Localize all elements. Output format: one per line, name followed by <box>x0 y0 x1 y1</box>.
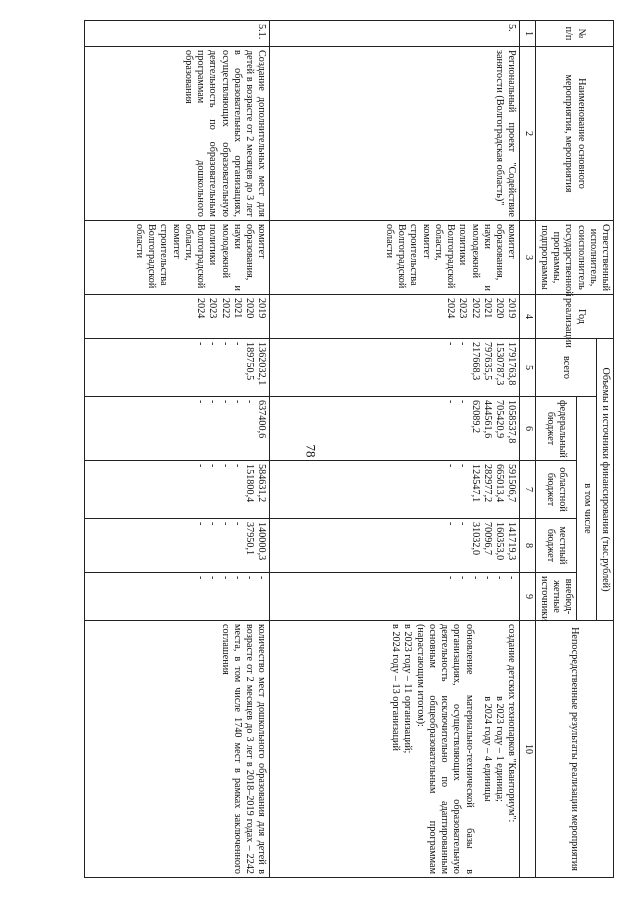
offbudget-value: - <box>195 576 207 580</box>
result-line: в 2023 году – 11 организаций; <box>402 624 414 754</box>
results-cell <box>85 621 270 878</box>
header-num: № п/п <box>535 21 613 47</box>
regional-value: - <box>207 464 219 468</box>
offbudget-value: - <box>244 576 256 580</box>
offbudget-value: - <box>207 576 219 580</box>
local-value: 31032,0 <box>469 522 481 556</box>
column-number: 2 <box>520 47 535 221</box>
regional-value: 124547,1 <box>469 464 481 503</box>
column-number: 4 <box>520 295 535 339</box>
result-line: в 2024 году – 4 единицы <box>481 696 493 802</box>
column-number: 3 <box>520 221 535 295</box>
local-value: - <box>445 522 457 526</box>
federal-value: - <box>207 400 219 404</box>
regional-value: - <box>195 464 207 468</box>
offbudget-value: - <box>469 576 481 580</box>
page-number: 78 <box>303 444 319 458</box>
offbudget-value: - <box>445 576 457 580</box>
offbudget-value: - <box>231 576 243 580</box>
total-value: 1791763,8 <box>506 342 518 386</box>
total-value: - <box>231 342 243 346</box>
results-equipment <box>389 624 475 874</box>
local-value: 140000,3 <box>256 522 268 561</box>
regional-value: 584631,2 <box>256 464 268 503</box>
federal-value: - <box>457 400 469 404</box>
regional-value: 282977,2 <box>481 464 493 503</box>
column-number: 7 <box>520 461 535 519</box>
header-name: Наименование основного мероприятия, мероприятия <box>535 47 613 221</box>
column-number: 5 <box>520 339 535 397</box>
federal-value: 62089,2 <box>469 400 481 434</box>
year: 2019 <box>506 298 518 319</box>
total-value: - <box>445 342 457 346</box>
local-value: 37950,1 <box>244 522 256 556</box>
local-value: - <box>457 522 469 526</box>
total-value: - <box>457 342 469 346</box>
total-value: 217668,3 <box>469 342 481 381</box>
offbudget-value: - <box>256 576 268 580</box>
local-value: 160353,0 <box>494 522 506 561</box>
offbudget-value: - <box>494 576 506 580</box>
regional-value: - <box>219 464 231 468</box>
total-value: 1530787,3 <box>494 342 506 386</box>
local-cell <box>270 519 520 573</box>
header-federal: федеральный бюджет <box>535 397 577 461</box>
local-value: - <box>195 522 207 526</box>
years-cell <box>270 295 520 339</box>
offbudget-value: - <box>219 576 231 580</box>
federal-value: - <box>219 400 231 404</box>
offbudget-value: - <box>481 576 493 580</box>
federal-value: 637400,6 <box>256 400 268 439</box>
federal-value: 705420,9 <box>494 400 506 439</box>
column-number: 9 <box>520 573 535 621</box>
year: 2023 <box>457 298 469 319</box>
regional-value: 591506,7 <box>506 464 518 503</box>
result-line: создание детских технопарков "Кванториум": <box>506 624 518 823</box>
regional-value: - <box>445 464 457 468</box>
executor: комитет образования, науки и молодежной политики Волгоградской области, комитет строительства Волгоградской области <box>85 221 270 295</box>
regional-cell <box>85 461 270 519</box>
federal-cell <box>270 397 520 461</box>
results-technoparks <box>481 624 518 874</box>
column-number: 6 <box>520 397 535 461</box>
local-value: 141719,3 <box>506 522 518 561</box>
header-local: местный бюджет <box>535 519 577 573</box>
federal-value: - <box>231 400 243 404</box>
year: 2024 <box>445 298 457 319</box>
result-line: количество мест дошкольного образования для детей в возрасте от 2 месяцев до 3 лет в 2018–2019 годах – 2242 места, в том числе 1740 мест в рамках заключенного соглашения <box>219 624 268 875</box>
activity-name: Региональный проект "Содействие занятости (Волгоградская область)" <box>270 47 520 221</box>
table-row <box>270 21 520 878</box>
total-value: - <box>219 342 231 346</box>
regional-value: - <box>231 464 243 468</box>
activity-name: Создание дополнительных мест для детей в возрасте от 2 месяцев до 3 лет в образовательных организациях, осуществляющих образовательную деятельность по образовательным программам дошкольного образования <box>85 47 270 221</box>
year: 2022 <box>219 298 231 319</box>
total-value: 1362032,1 <box>256 342 268 386</box>
total-cell <box>270 339 520 397</box>
result-line: обновление материально-технической базы в организациях, осуществляющих образовательную деятельность исключительно по адаптированным основным общеобразовательным программам (нарастающим итогом): <box>414 624 475 875</box>
executor: комитет образования, науки и молодежной политики Волгоградской области, комитет строительства Волгоградской области <box>270 221 520 295</box>
row-number: 5. <box>270 21 520 47</box>
total-value: 797635,5 <box>481 342 493 381</box>
header-year: Год реализации <box>535 295 613 339</box>
result-line: в 2023 году – 1 единица; <box>494 696 506 802</box>
federal-value: 444561,6 <box>481 400 493 439</box>
federal-value: 1058537,8 <box>506 400 518 444</box>
row-number: 5.1. <box>85 21 270 47</box>
year: 2022 <box>469 298 481 319</box>
year: 2024 <box>195 298 207 319</box>
header-including: в том числе <box>577 397 596 621</box>
header-results: Непосредственные результаты реализации мероприятия <box>535 621 613 878</box>
column-number: 8 <box>520 519 535 573</box>
header-executor: Ответственный исполнитель, соисполнитель государственной программы, подпрограммы <box>535 221 613 295</box>
years-cell <box>85 295 270 339</box>
regional-value: 665013,4 <box>494 464 506 503</box>
year: 2020 <box>244 298 256 319</box>
local-value: - <box>219 522 231 526</box>
year: 2021 <box>481 298 493 319</box>
offbudget-cell <box>270 573 520 621</box>
rotated-landscape-page <box>54 20 614 897</box>
total-cell <box>85 339 270 397</box>
local-cell <box>85 519 270 573</box>
column-number-row <box>520 21 535 878</box>
federal-cell <box>85 397 270 461</box>
column-number: 10 <box>520 621 535 878</box>
result-line: в 2024 году – 13 организаций <box>390 624 402 751</box>
offbudget-cell <box>85 573 270 621</box>
offbudget-value: - <box>506 576 518 580</box>
header-funding: Объемы и источники финансирования (тыс.рублей) <box>596 339 613 621</box>
year: 2021 <box>231 298 243 319</box>
column-number: 1 <box>520 21 535 47</box>
federal-value: - <box>195 400 207 404</box>
total-value: 189750,5 <box>244 342 256 381</box>
header-total: всего <box>535 339 596 397</box>
local-value: - <box>207 522 219 526</box>
regional-value: 151800,4 <box>244 464 256 503</box>
total-value: - <box>195 342 207 346</box>
year: 2020 <box>494 298 506 319</box>
year: 2023 <box>207 298 219 319</box>
federal-value: - <box>445 400 457 404</box>
offbudget-value: - <box>457 576 469 580</box>
header-offbudget: внебюд-жетные источники <box>535 573 577 621</box>
total-value: - <box>207 342 219 346</box>
regional-value: - <box>457 464 469 468</box>
federal-value: - <box>244 400 256 404</box>
header-regional: областной бюджет <box>535 461 577 519</box>
table-row <box>85 21 270 878</box>
local-value: 70096,7 <box>481 522 493 556</box>
year: 2019 <box>256 298 268 319</box>
program-table <box>84 20 614 878</box>
results-cell <box>270 621 520 878</box>
local-value: - <box>231 522 243 526</box>
regional-cell <box>270 461 520 519</box>
